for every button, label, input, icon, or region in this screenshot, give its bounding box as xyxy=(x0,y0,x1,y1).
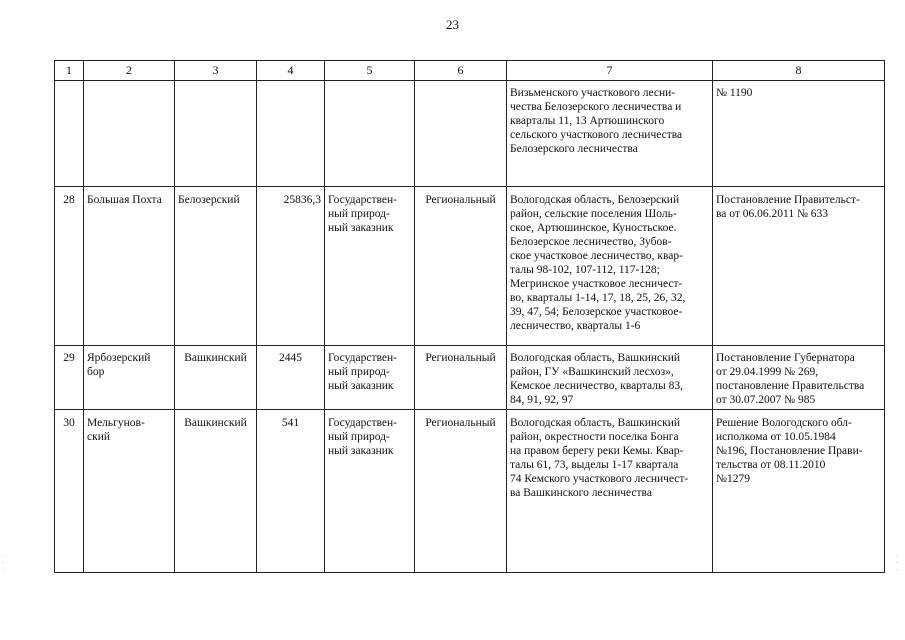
cell-empty xyxy=(325,81,415,187)
cell-document: Решение Вологодского обл- исполкома от 10.05.1984 №196, Постановление Прави- тельства от 08.11.2010 №1279 xyxy=(713,410,885,573)
column-header-1: 1 xyxy=(55,61,84,81)
cell-district: Вашкинский xyxy=(175,346,257,410)
cell-location: Вологодская область, Вашкинский район, ГУ «Вашкинский лесхоз», Кемское лесничество, кварталы 83, 84, 91, 92, 97 xyxy=(507,346,713,410)
cell-district: Вашкинский xyxy=(175,410,257,573)
cell-type: Государствен- ный природ- ный заказник xyxy=(325,346,415,410)
cell-type: Государствен- ный природ- ный заказник xyxy=(325,410,415,573)
cell-category: Региональный xyxy=(415,410,507,573)
table-row xyxy=(55,346,885,410)
cell-district: Белозерский xyxy=(175,187,257,346)
cell-location: Визьменского участкового лесни- чества Белозерского лесничества и кварталы 11, 13 Артюшинского сельского участкового лесничества Белозерского лесничества xyxy=(507,81,713,187)
cell-number: 30 xyxy=(55,410,84,573)
cell-name: Мельгунов- ский xyxy=(84,410,175,573)
cell-area: 25836,3 xyxy=(257,187,325,346)
cell-empty xyxy=(415,81,507,187)
column-header-4: 4 xyxy=(257,61,325,81)
cell-name: Ярбозерский бор xyxy=(84,346,175,410)
table-row xyxy=(55,187,885,346)
column-header-5: 5 xyxy=(325,61,415,81)
column-header-8: 8 xyxy=(713,61,885,81)
column-header-2: 2 xyxy=(84,61,175,81)
column-header-6: 6 xyxy=(415,61,507,81)
page-number: 23 xyxy=(446,17,459,32)
header-row xyxy=(55,61,885,81)
cell-area: 2445 xyxy=(257,346,325,410)
cell-document: Постановление Правительст- ва от 06.06.2011 № 633 xyxy=(713,187,885,346)
cell-empty xyxy=(175,81,257,187)
scan-margin-mark: · · · xyxy=(896,552,899,574)
cell-category: Региональный xyxy=(415,346,507,410)
cell-name: Большая Похта xyxy=(84,187,175,346)
cell-type: Государствен- ный природ- ный заказник xyxy=(325,187,415,346)
cell-empty xyxy=(84,81,175,187)
cell-document: № 1190 xyxy=(713,81,885,187)
reserves-table xyxy=(54,60,885,573)
cell-category: Региональный xyxy=(415,187,507,346)
scan-margin-mark: · · · xyxy=(2,552,5,574)
cell-location: Вологодская область, Белозерский район, сельские поселения Шоль- ское, Артюшинское, Куностьское. Белозерское лесничество, Зубов- ское участковое лесничество, квар- талы 98-102, 107-112, 117-128; Мегринское участковое лесничест- во, кварталы 1-14, 17, 18, 25, 26, 32, 39, 47, 54; Белозерское участковое- лесничество, кварталы 1-6 xyxy=(507,187,713,346)
cell-number: 28 xyxy=(55,187,84,346)
table-row-continuation xyxy=(55,81,885,187)
table-row xyxy=(55,410,885,573)
cell-area: 541 xyxy=(257,410,325,573)
cell-location: Вологодская область, Вашкинский район, окрестности поселка Бонга на правом берегу реки Кемы. Квар- талы 61, 73, выделы 1-17 квартала 74 Кемского участкового лесничест- ва Вашкинского лесничества xyxy=(507,410,713,573)
cell-empty xyxy=(55,81,84,187)
cell-document: Постановление Губернатора от 29.04.1999 № 269, постановление Правительства от 30.07.2007 № 985 xyxy=(713,346,885,410)
cell-number: 29 xyxy=(55,346,84,410)
cell-empty xyxy=(257,81,325,187)
column-header-7: 7 xyxy=(507,61,713,81)
column-header-3: 3 xyxy=(175,61,257,81)
